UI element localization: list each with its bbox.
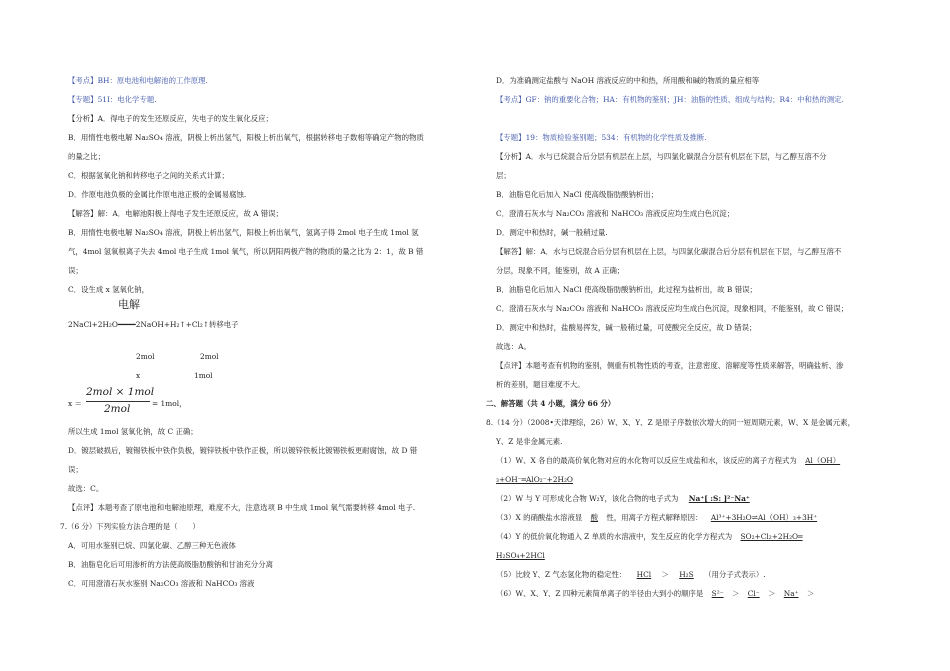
text-line: 析的差别，题目难度不大。 [496, 380, 585, 389]
q8-answer5a: HCl [636, 570, 652, 579]
gt-sign: ＞ [768, 589, 776, 598]
q8-part1 [496, 456, 846, 466]
fenxi-2: 【分析】A．水与已烷混合后分层有机层在上层，与四氯化碳混合分层有机层在下层，与乙醇互溶不分 [496, 152, 827, 161]
q8-part4-text: （4）Y 的低价氧化物通入 Z 单质的水溶液中，发生反应的化学方程式为 [496, 532, 733, 541]
text-line: B．用惰性电极电解 Na₂SO₄ 溶液，阴极上析出氢气，阳极上析出氧气，氢离子得 2mol 电子生成 1mol 氢 [68, 228, 419, 237]
text-line: D．镀层破损后，镀锡铁板中铁作负极，镀锌铁板中铁作正极，所以镀锌铁板比镀锡铁板更耐腐蚀，故 D 错 [68, 446, 418, 455]
text-line: D．作原电池负极的金属比作原电池正极的金属易腐蚀. [68, 190, 247, 199]
electrolysis-label: 电解 [118, 298, 140, 311]
zhuanti-1: 【专题】51I：电化学专题. [68, 95, 157, 104]
q8-answer4a: SO₂+Cl₂+2H₂O═ [740, 532, 803, 541]
fraction-denominator: 2mol [104, 403, 131, 415]
text-line: B．油脂皂化后加入 NaCl 使高级脂肪酸钠析出，此过程为盐析出，故 B 错误； [496, 285, 757, 294]
q8-part5-text: （5）比较 Y、Z 气态氢化物的稳定性： [496, 570, 627, 579]
option-c: C．可用澄清石灰水鉴别 Na₂CO₃ 溶液和 NaHCO₃ 溶液 [68, 579, 255, 588]
text-line: 故选：A。 [496, 342, 531, 351]
x-equals: x ＝ [68, 399, 82, 408]
q8-part2-text: （2）W 与 Y 可形成化合物 W₂Y，该化合物的电子式为 [496, 494, 679, 503]
fraction-result: = 1mol， [152, 399, 187, 408]
q8-part1-text: （1）W、X 各自的最高价氧化物对应的水化物可以反应生成盐和水，该反应的离子方程式为 [496, 456, 797, 465]
text-line: 误； [68, 266, 83, 275]
text-line: D．测定中和热时，碱一般稍过量. [496, 228, 608, 237]
q8-answer1b: ₃+OH⁻═AlO₂⁻+2H₂O [496, 475, 573, 484]
q8-answer1a: Al（OH） [805, 456, 841, 465]
stoich-value: 1mol [194, 371, 213, 380]
jieda-1: 【解答】解：A．电解池阳极上得电子发生还原反应，故 A 错误； [68, 209, 283, 218]
option-b: B．油脂皂化后可用渗析的方法使高级脂肪酸钠和甘油充分分离 [68, 560, 273, 569]
q8-answer6c: Na⁺ [783, 589, 799, 598]
gt-sign: ＞ [731, 589, 740, 598]
stoich-value: 2mol [200, 352, 219, 361]
text-line: 的量之比； [68, 152, 105, 161]
equation-line: 2NaCl+2H₂O━━━━2NaOH+H₂↑+Cl₂↑转移电子 [68, 320, 239, 329]
q8-answer2: Na⁺[ :S: ]²⁻Na⁺ [688, 494, 750, 503]
dianping-2: 【点评】本题考查有机物的鉴别，侧重有机物性质的考查，注意密度、溶解度等性质来解答，明确盐析、渗 [496, 361, 844, 370]
text-line: 分层，现象不同，能鉴别，故 A 正确； [496, 266, 625, 275]
text-line: C．澄清石灰水与 Na₂CO₃ 溶液和 NaHCO₃ 溶液反应均生成白色沉淀； [496, 209, 735, 218]
gt-sign: ＞ [806, 589, 815, 598]
zhuanti-2: 【专题】19：物质检验鉴别题；534：有机物的化学性质及推断. [496, 133, 707, 142]
jieda-2: 【解答】解：A．水与已烷混合后分层有机层在上层，与四氯化碳混合后分层有机层在下层，与乙醇互溶不 [496, 247, 842, 256]
option-a: A．可用水鉴别已烷、四氯化碳、乙醇三种无色液体 [68, 541, 236, 550]
text-line: 故选：C。 [68, 484, 104, 493]
option-d: D．为准确测定盐酸与 NaOH 溶液反应的中和热，所用酸和碱的物质的量应相等 [496, 76, 760, 85]
question-8: 8.（14 分）（2008•天津理综，26）W、X、Y、Z 是原子序数依次增大的同一短周期元素，W、X 是金属元素， [486, 418, 855, 427]
stoich-value: x [136, 371, 141, 380]
q8-part6-text: （6）W、X、Y、Z 四种元素简单离子的半径由大到小的顺序是 [496, 589, 704, 598]
kaodian-1: 【考点】BH：原电池和电解池的工作原理. [68, 76, 208, 85]
q8-part5-text2: （用分子式表示）. [704, 570, 766, 579]
q8-answer3b: Al³⁺+3H₂O⇌Al（OH）₃+3H⁺ [710, 513, 818, 522]
q8-answer5b: H₂S [679, 570, 694, 579]
stoich-value: 2mol [136, 352, 155, 361]
q8-answer1b-line [496, 475, 573, 485]
text-line: 所以生成 1mol 氢氧化钠，故 C 正确； [68, 427, 198, 436]
q8-part3-text2: 性，用离子方程式解释原因： [606, 513, 703, 522]
text-line: B．油脂皂化后加入 NaCl 使高级脂肪酸钠析出； [496, 190, 659, 199]
q8-answer4b-line [496, 551, 545, 561]
text-line: Y、Z 是非金属元素. [496, 437, 563, 446]
text-line: 层； [496, 171, 511, 180]
text-line: 误； [68, 465, 83, 474]
text-line: D．测定中和热时，盐酸易挥发，碱一般稍过量，可使酸完全反应，故 D 错误； [496, 323, 757, 332]
gt-sign: ＞ [661, 570, 669, 579]
text-line: B．用惰性电极电解 Na₂SO₄ 溶液，阴极上析出氢气，阳极上析出氧气，根据转移电子数相等确定产物的物质 [68, 133, 424, 142]
fraction-bar [86, 401, 150, 402]
q8-part3-text: （3）X 的硝酸盐水溶液显 [496, 513, 583, 522]
q8-answer6b: Cl⁻ [747, 589, 760, 598]
text-line: C．根据氢氧化钠和转移电子之间的关系式计算； [68, 171, 229, 180]
fraction-numerator: 2mol × 1mol [86, 386, 155, 398]
fenxi-1: 【分析】A．得电子的发生还原反应，失电子的发生氧化反应； [68, 114, 273, 123]
text-line: 气，4mol 氢氧根离子失去 4mol 电子生成 1mol 氧气，所以阴阳两极产物的物质的量之比为 2：1，故 B 错 [68, 247, 424, 256]
kaodian-2: 【考点】GF：钠的重要化合物；HA：有机物的鉴别；JH：油脂的性质、组成与结构；R4：中和热的测定. [496, 95, 844, 104]
text-line: C．设生成 x 氢氧化钠， [68, 285, 150, 294]
q8-part4 [496, 532, 809, 542]
question-7: 7.（6 分）下列实验方法合理的是（ ） [60, 522, 200, 531]
q8-part2 [496, 494, 758, 504]
q8-part3 [496, 513, 823, 523]
q8-part5 [496, 570, 766, 580]
text-line: C．澄清石灰水与 Na₂CO₃ 溶液和 NaHCO₃ 溶液反应均生成白色沉淀，现象相同，不能鉴别，故 C 错误； [496, 304, 848, 313]
q8-answer3a: 酸 [590, 513, 598, 522]
q8-part6 [496, 589, 814, 599]
q8-answer4b: H₂SO₄+2HCl [496, 551, 545, 560]
section-heading: 二、解答题（共 4 小题，满分 66 分） [486, 399, 616, 408]
dianping-1: 【点评】本题考查了原电池和电解池原理，难度不大，注意选项 B 中生成 1mol 氧气需要转移 4mol 电子. [68, 503, 416, 512]
q8-answer6a: S²⁻ [711, 589, 724, 598]
